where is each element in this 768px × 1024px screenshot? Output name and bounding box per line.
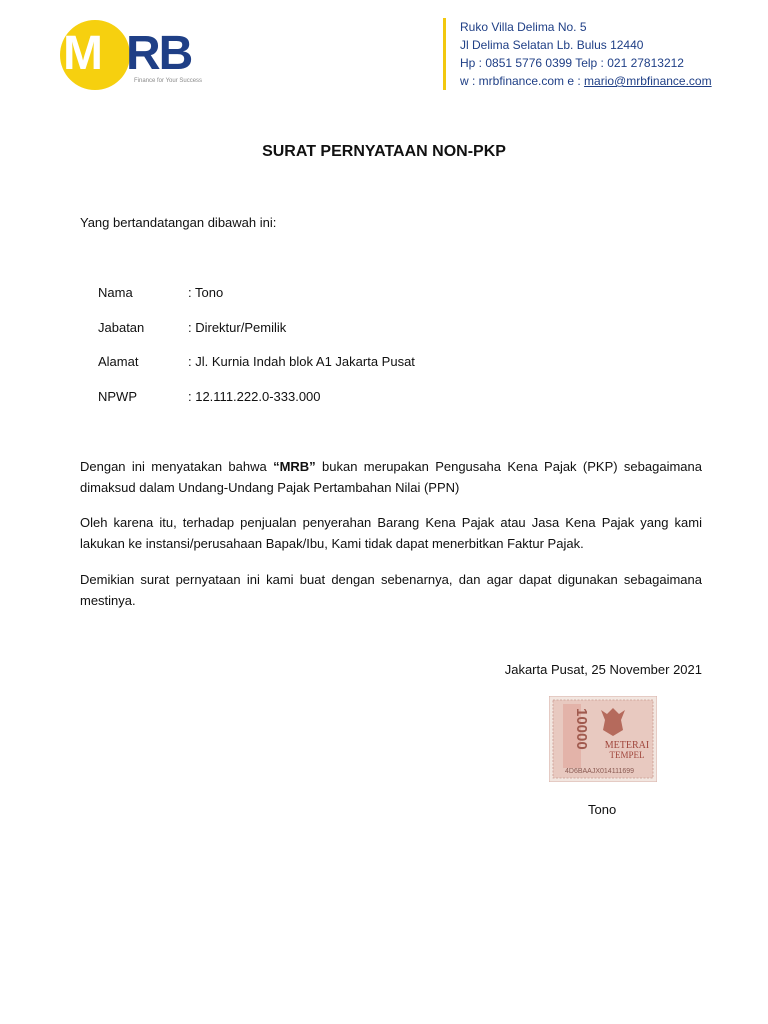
statement-paragraph: [80, 456, 702, 498]
contact-block: [443, 18, 712, 90]
company-logo: [56, 18, 226, 90]
closing-paragraph: Demikian surat pernyataan ini kami buat dengan sebenarnya, dan agar dapat digunakan sebagaimana mestinya.: [80, 572, 702, 608]
web-prefix: w : mrbfinance.com e :: [460, 74, 585, 88]
stamp-value: 10000: [573, 708, 590, 750]
logo-letter-m: M: [63, 27, 101, 80]
meterai-stamp: [549, 696, 657, 782]
web-email-line: [460, 72, 712, 90]
para1-text-a: Dengan ini menyatakan bahwa: [80, 459, 274, 474]
intro-text: Yang bertandatangan dibawah ini:: [80, 215, 277, 230]
field-label: Nama: [98, 285, 133, 300]
logo-letters-rb: RB: [126, 27, 192, 80]
para1-text-b: bukan merupakan Pengusaha Kena Pajak (PKP) sebagaimana dimaksud dalam Undang-Undang Pajak Pertambahan Nilai (PPN): [80, 459, 702, 495]
field-value: : 12.111.222.0-333.000: [188, 389, 321, 404]
phone-line: Hp : 0851 5776 0399 Telp : 021 27813212: [460, 56, 684, 70]
consequence-paragraph: Oleh karena itu, terhadap penjualan penyerahan Barang Kena Pajak atau Jasa Kena Pajak yang kami lakukan ke instansi/perusahaan Bapak/Ibu, Kami tidak dapat menerbitkan Faktur Pajak.: [80, 515, 702, 551]
stamp-serial: 4D6BAAJX014111699: [565, 768, 635, 775]
field-value: : Direktur/Pemilik: [188, 320, 287, 335]
address-line-1: Ruko Villa Delima No. 5: [460, 20, 587, 34]
address-line-2: Jl Delima Selatan Lb. Bulus 12440: [460, 38, 644, 52]
field-npwp: [98, 389, 321, 404]
document-title: SURAT PERNYATAAN NON-PKP: [262, 143, 506, 160]
field-label: NPWP: [98, 389, 137, 404]
field-label: Jabatan: [98, 320, 145, 335]
email-link[interactable]: mario@mrbfinance.com: [584, 74, 712, 88]
place-date: Jakarta Pusat, 25 November 2021: [504, 662, 702, 677]
signer-name: Tono: [588, 802, 617, 817]
stamp-line2: TEMPEL: [609, 750, 645, 760]
logo-tagline: Finance for Your Success: [134, 78, 203, 84]
field-jabatan: [98, 320, 286, 335]
company-name-bold: “MRB”: [273, 459, 316, 474]
field-nama: [98, 285, 223, 300]
field-alamat: [98, 354, 415, 369]
field-value: : Jl. Kurnia Indah blok A1 Jakarta Pusat: [188, 354, 415, 369]
field-value: : Tono: [188, 285, 224, 300]
stamp-line1: METERAI: [604, 740, 650, 751]
field-label: Alamat: [98, 354, 139, 369]
